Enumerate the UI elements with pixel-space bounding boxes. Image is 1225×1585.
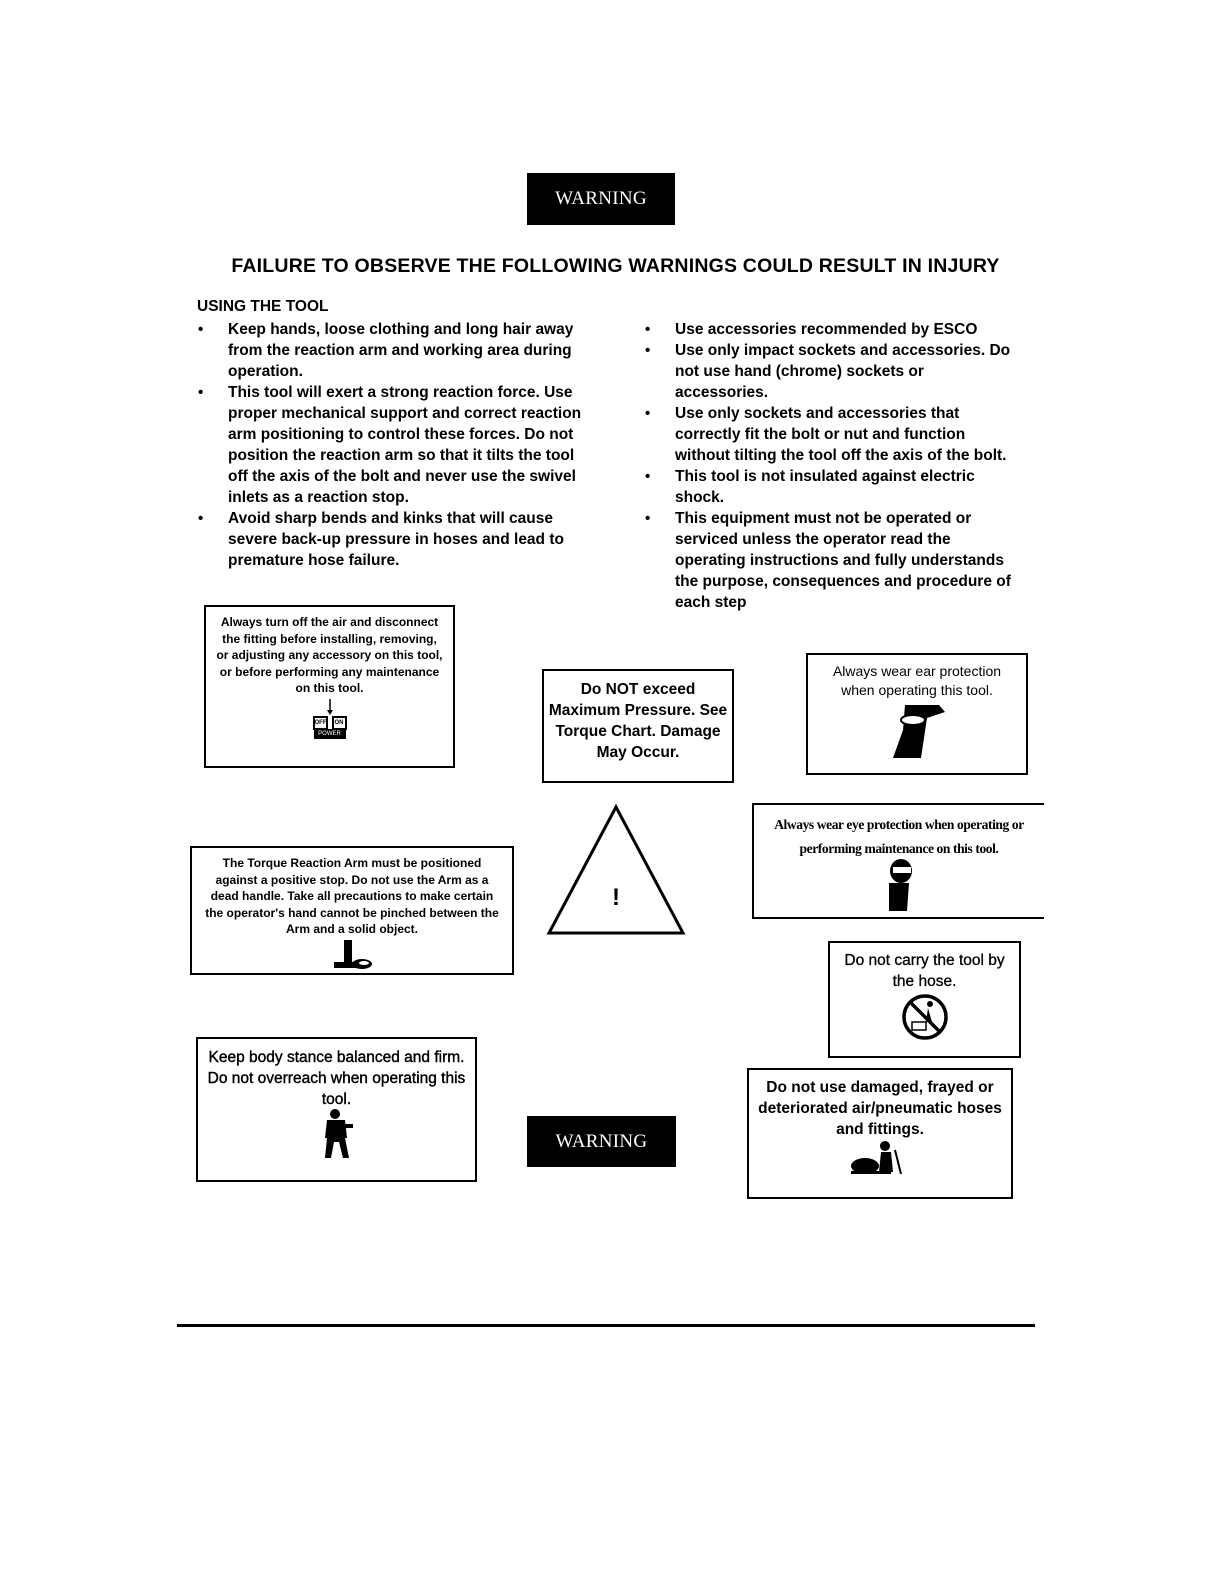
page-headline: FAILURE TO OBSERVE THE FOLLOWING WARNINGS COULD RESULT IN INJURY xyxy=(231,255,1000,277)
list-item: • Use only sockets and accessories that correctly fit the bolt or nut and function without tilting the tool off the axis of the bolt. xyxy=(645,403,1020,466)
power-off-label: OFF xyxy=(314,719,327,726)
warning-triangle-mark: ! xyxy=(612,884,620,911)
power-label: POWER xyxy=(318,730,341,737)
eye-protection-notice xyxy=(752,803,1044,919)
eye-protection-text: Always wear eye protection when operating or performing maintenance on this tool. xyxy=(774,817,1024,856)
list-item: • This equipment must not be operated or serviced unless the operator read the operating instructions and fully understands the purpose, consequences and procedure of each step xyxy=(645,508,1020,613)
carry-hose-notice xyxy=(828,941,1021,1058)
eye-protection-icon xyxy=(879,857,919,913)
list-item: • Avoid sharp bends and kinks that will cause severe back-up pressure in hoses and lead to premature hose failure. xyxy=(198,508,598,571)
pressure-notice xyxy=(542,669,734,783)
body-stance-notice xyxy=(196,1037,477,1182)
damaged-hoses-text: Do not use damaged, frayed or deteriorated air/pneumatic hoses and fittings. xyxy=(758,1079,1002,1138)
footer-rule xyxy=(177,1324,1035,1327)
list-item: • Keep hands, loose clothing and long hair away from the reaction arm and working area during operation. xyxy=(198,319,598,382)
no-carry-icon xyxy=(898,992,952,1042)
list-item: • This tool is not insulated against electric shock. xyxy=(645,466,1020,508)
warning-badge-top xyxy=(527,173,675,225)
warning-triangle-icon xyxy=(545,803,687,936)
pinched-hand-icon xyxy=(328,938,376,972)
warning-badge-bottom-label: WARNING xyxy=(555,1130,648,1152)
air-off-notice xyxy=(204,605,455,768)
power-switch-icon xyxy=(300,698,360,740)
warning-badge-bottom xyxy=(527,1116,676,1167)
list-item: • Use only impact sockets and accessories. Do not use hand (chrome) sockets or accessories. xyxy=(645,340,1020,403)
air-off-text: Always turn off the air and disconnect the fitting before installing, removing, or adjusting any accessory on this tool, or before performing any maintenance on this tool. xyxy=(216,615,443,695)
list-item: • This tool will exert a strong reaction force. Use proper mechanical support and correct reaction arm positioning to control these forces. Do not position the reaction arm so that it tilts the tool off the axis of the bolt and never use the swivel inlets as a reaction stop. xyxy=(198,382,598,508)
carry-hose-text: Do not carry the tool by the hose. xyxy=(844,952,1005,990)
right-warning-list xyxy=(645,319,1020,613)
ear-protection-icon xyxy=(877,700,957,760)
reaction-arm-text: The Torque Reaction Arm must be positioned against a positive stop. Do not use the Arm as a dead handle. Take all precautions to make certain the operator's hand cannot be pinched between the Arm and a solid object. xyxy=(205,856,499,936)
body-stance-text: Keep body stance balanced and firm. Do not overreach when operating this tool. xyxy=(207,1049,466,1108)
ear-protection-notice xyxy=(806,653,1028,775)
power-on-label: ON xyxy=(334,719,344,726)
hose-equipment-icon xyxy=(845,1138,915,1178)
warning-badge-top-label: WARNING xyxy=(555,188,647,209)
left-warning-list xyxy=(198,319,598,571)
worker-stance-icon xyxy=(317,1108,357,1160)
section-title: USING THE TOOL xyxy=(197,298,329,315)
pressure-text: Do NOT exceed Maximum Pressure. See Torque Chart. Damage May Occur. xyxy=(548,681,728,761)
ear-protection-text: Always wear ear protection when operating this tool. xyxy=(832,663,1002,698)
reaction-arm-notice xyxy=(190,846,514,975)
damaged-hoses-notice xyxy=(747,1068,1013,1199)
list-item: • Use accessories recommended by ESCO xyxy=(645,319,1020,340)
